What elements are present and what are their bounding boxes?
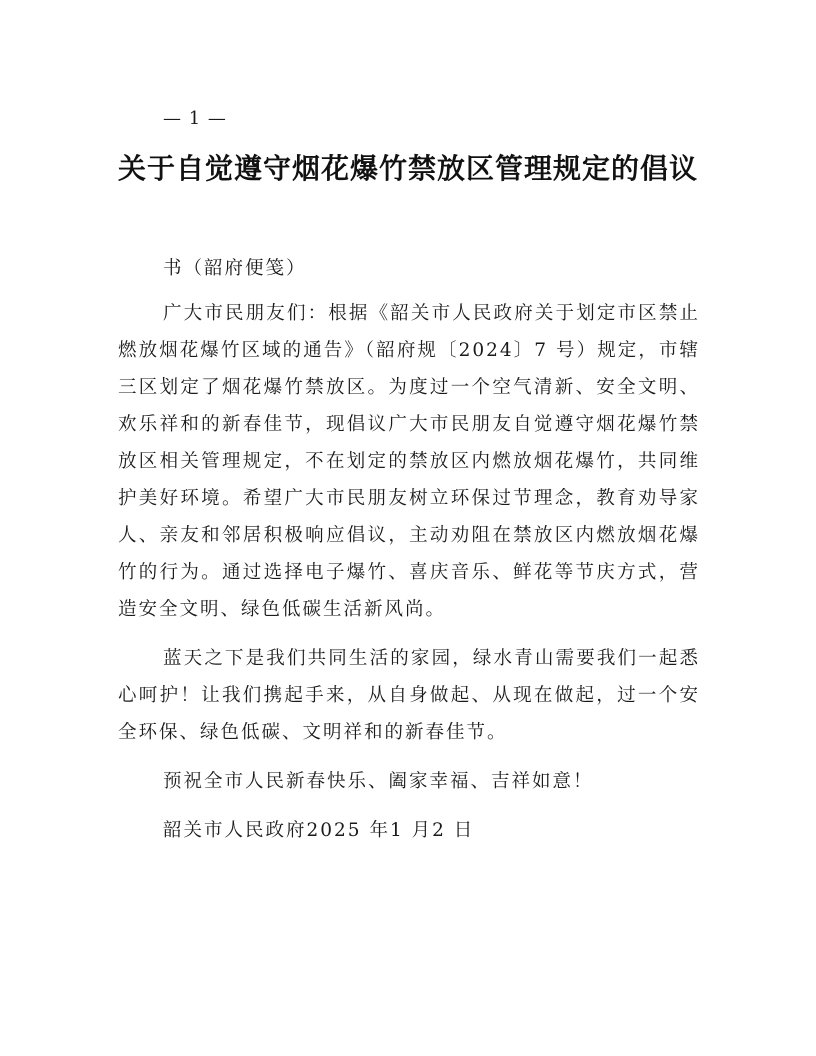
document-body [118, 250, 700, 861]
signature-date: 韶关市人民政府2025 年1 月2 日 [163, 820, 475, 841]
body-paragraph-3: 预祝全市人民新春快乐、阖家幸福、吉祥如意！ [163, 771, 594, 792]
page-number: — 1 — [163, 108, 227, 129]
body-paragraph-1: 广大市民朋友们：根据《韶关市人民政府关于划定市区禁止燃放烟花爆竹区域的通告》（韶府规〔2024〕7 号）规定，市辖三区划定了烟花爆竹禁放区。为度过一个空气清新、安全文明、欢乐祥和的新春佳节，现倡议广大市民朋友自觉遵守烟花爆竹禁放区相关管理规定，不在划定的禁放区内燃放烟花爆竹，共同维护美好环境。希望广大市民朋友树立环保过节理念，教育劝导家人、亲友和邻居积极响应倡议，主动劝阻在禁放区内燃放烟花爆竹的行为。通过选择电子爆竹、喜庆音乐、鲜花等节庆方式，营造安全文明、绿色低碳生活新风尚。 [118, 303, 700, 620]
document-subtitle: 书（韶府便笺） [163, 258, 307, 279]
document-title: 关于自觉遵守烟花爆竹禁放区管理规定的倡议 [118, 152, 699, 185]
body-paragraph-2: 蓝天之下是我们共同生活的家园，绿水青山需要我们一起悉心呵护！让我们携起手来，从自身做起、从现在做起，过一个安全环保、绿色低碳、文明祥和的新春佳节。 [118, 648, 700, 743]
